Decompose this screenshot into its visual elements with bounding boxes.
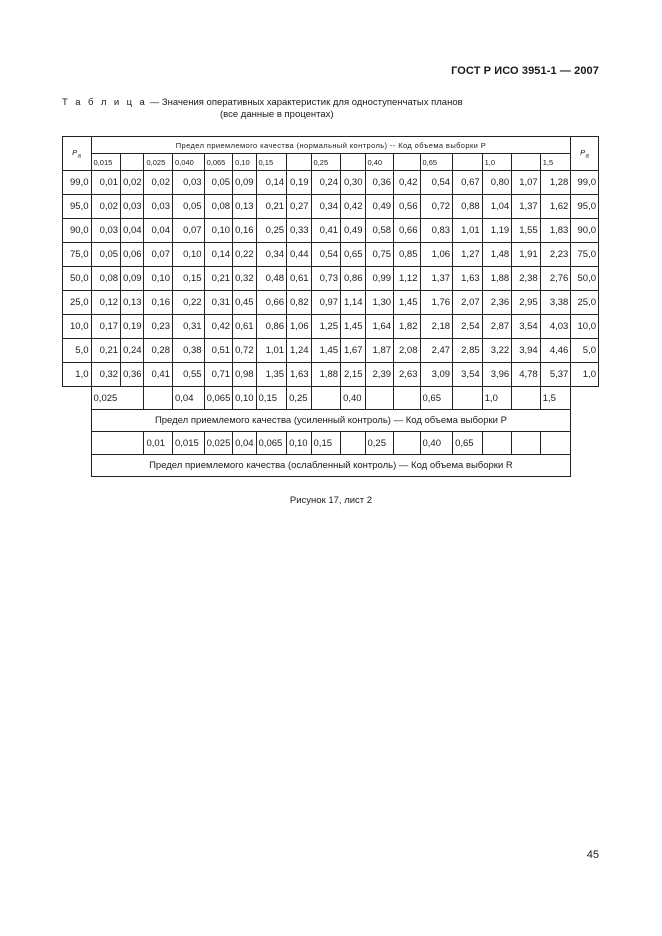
normal-aql-cell: 0,10	[233, 154, 256, 171]
value-cell: 3,38	[540, 291, 571, 315]
value-cell: 0,48	[256, 267, 287, 291]
aql-cell: 0,065	[256, 432, 287, 455]
value-cell: 0,03	[121, 195, 144, 219]
value-cell: 0,02	[121, 171, 144, 195]
value-cell: 2,47	[420, 339, 453, 363]
value-cell: 0,19	[121, 315, 144, 339]
value-cell: 3,54	[453, 363, 483, 387]
value-cell: 1,55	[512, 219, 541, 243]
normal-aql-cell: 0,025	[144, 154, 173, 171]
aql-cell: 0,01	[144, 432, 173, 455]
spacer	[571, 455, 599, 477]
value-cell: 0,15	[173, 267, 205, 291]
value-cell: 0,34	[311, 195, 341, 219]
pa-value-right: 5,0	[571, 339, 599, 363]
aql-cell: 0,04	[173, 387, 205, 410]
value-cell: 2,87	[482, 315, 512, 339]
value-cell: 0,21	[256, 195, 287, 219]
value-cell: 3,54	[512, 315, 541, 339]
table-row	[63, 339, 599, 363]
aql-cell	[365, 387, 394, 410]
value-cell: 0,21	[204, 267, 233, 291]
value-cell: 2,15	[341, 363, 365, 387]
table-caption	[62, 97, 532, 121]
value-cell: 2,07	[453, 291, 483, 315]
spacer	[63, 455, 92, 477]
value-cell: 0,07	[173, 219, 205, 243]
value-cell: 5,37	[540, 363, 571, 387]
value-cell: 2,95	[512, 291, 541, 315]
normal-aql-cell: 0,40	[365, 154, 394, 171]
value-cell: 0,56	[394, 195, 420, 219]
value-cell: 0,86	[341, 267, 365, 291]
value-cell: 0,13	[121, 291, 144, 315]
aql-cell: 1,0	[482, 387, 512, 410]
value-cell: 1,24	[287, 339, 311, 363]
value-cell: 0,72	[233, 339, 256, 363]
pa-value: 10,0	[63, 315, 92, 339]
value-cell: 0,03	[144, 195, 173, 219]
value-cell: 1,63	[453, 267, 483, 291]
value-cell: 1,19	[482, 219, 512, 243]
value-cell: 0,13	[233, 195, 256, 219]
value-cell: 0,55	[173, 363, 205, 387]
caption-label: Т а б л и ц а	[62, 97, 148, 108]
value-cell: 1,88	[311, 363, 341, 387]
value-cell: 2,85	[453, 339, 483, 363]
aql-cell	[144, 387, 173, 410]
aql-cell: 0,065	[204, 387, 233, 410]
table-row	[63, 363, 599, 387]
value-cell: 1,06	[287, 315, 311, 339]
normal-aql-cell	[341, 154, 365, 171]
aql-cell	[482, 432, 512, 455]
value-cell: 3,09	[420, 363, 453, 387]
aql-cell	[311, 387, 341, 410]
value-cell: 2,38	[512, 267, 541, 291]
value-cell: 0,08	[204, 195, 233, 219]
tightened-label-row	[63, 410, 599, 432]
value-cell: 2,76	[540, 267, 571, 291]
normal-aql-cell	[121, 154, 144, 171]
normal-aql-cell: 0,25	[311, 154, 341, 171]
value-cell: 0,19	[287, 171, 311, 195]
pa-value-right: 50,0	[571, 267, 599, 291]
value-cell: 0,10	[204, 219, 233, 243]
value-cell: 0,49	[341, 219, 365, 243]
value-cell: 0,45	[233, 291, 256, 315]
value-cell: 1,35	[256, 363, 287, 387]
value-cell: 0,86	[256, 315, 287, 339]
spacer	[63, 432, 92, 455]
value-cell: 1,76	[420, 291, 453, 315]
normal-aql-cell: 0,15	[256, 154, 287, 171]
value-cell: 0,03	[173, 171, 205, 195]
value-cell: 1,12	[394, 267, 420, 291]
pa-value: 5,0	[63, 339, 92, 363]
value-cell: 0,28	[144, 339, 173, 363]
value-cell: 0,82	[287, 291, 311, 315]
value-cell: 0,42	[204, 315, 233, 339]
value-cell: 0,05	[91, 243, 121, 267]
pa-header-left: $P_a$	[63, 137, 92, 171]
value-cell: 1,45	[394, 291, 420, 315]
normal-aql-cell: 0,015	[91, 154, 121, 171]
value-cell: 0,41	[144, 363, 173, 387]
value-cell: 0,38	[173, 339, 205, 363]
value-cell: 0,05	[204, 171, 233, 195]
value-cell: 1,14	[341, 291, 365, 315]
value-cell: 0,07	[144, 243, 173, 267]
aql-cell: 0,65	[420, 387, 453, 410]
figure-caption: Рисунок 17, лист 2	[289, 495, 373, 506]
value-cell: 0,14	[204, 243, 233, 267]
value-cell: 0,16	[233, 219, 256, 243]
pa-value-right: 99,0	[571, 171, 599, 195]
pa-value-right: 95,0	[571, 195, 599, 219]
value-cell: 0,61	[287, 267, 311, 291]
value-cell: 1,01	[453, 219, 483, 243]
value-cell: 1,37	[420, 267, 453, 291]
spacer	[571, 387, 599, 410]
pa-value: 75,0	[63, 243, 92, 267]
pa-value: 1,0	[63, 363, 92, 387]
value-cell: 0,04	[121, 219, 144, 243]
value-cell: 0,33	[287, 219, 311, 243]
oc-values-table	[62, 136, 599, 477]
value-cell: 0,88	[453, 195, 483, 219]
value-cell: 4,78	[512, 363, 541, 387]
spacer	[571, 432, 599, 455]
table-row	[63, 315, 599, 339]
table-row	[63, 171, 599, 195]
value-cell: 0,32	[91, 363, 121, 387]
value-cell: 1,28	[540, 171, 571, 195]
aql-cell: 0,015	[173, 432, 205, 455]
value-cell: 0,22	[233, 243, 256, 267]
value-cell: 0,05	[173, 195, 205, 219]
value-cell: 0,34	[256, 243, 287, 267]
table-row	[63, 195, 599, 219]
value-cell: 1,30	[365, 291, 394, 315]
value-cell: 2,39	[365, 363, 394, 387]
value-cell: 0,23	[144, 315, 173, 339]
value-cell: 0,65	[341, 243, 365, 267]
value-cell: 0,14	[256, 171, 287, 195]
value-cell: 2,54	[453, 315, 483, 339]
table-row	[63, 243, 599, 267]
caption-text: Значения оперативных характеристик для одноступенчатых планов	[161, 97, 463, 108]
aql-cell: 0,15	[256, 387, 287, 410]
reduced-label-row	[63, 455, 599, 477]
caption-note: (все данные в процентах)	[220, 109, 334, 120]
value-cell: 0,24	[311, 171, 341, 195]
value-cell: 0,31	[173, 315, 205, 339]
aql-cell	[512, 387, 541, 410]
value-cell: 1,83	[540, 219, 571, 243]
value-cell: 2,08	[394, 339, 420, 363]
aql-cell: 0,40	[420, 432, 453, 455]
value-cell: 3,96	[482, 363, 512, 387]
value-cell: 0,42	[341, 195, 365, 219]
value-cell: 0,61	[233, 315, 256, 339]
normal-aql-cell: 0,065	[204, 154, 233, 171]
aql-cell	[394, 387, 420, 410]
value-cell: 3,94	[512, 339, 541, 363]
value-cell: 0,02	[144, 171, 173, 195]
value-cell: 0,58	[365, 219, 394, 243]
value-cell: 0,09	[233, 171, 256, 195]
pa-value: 99,0	[63, 171, 92, 195]
value-cell: 0,25	[256, 219, 287, 243]
value-cell: 1,25	[311, 315, 341, 339]
aql-cell: 0,15	[311, 432, 341, 455]
value-cell: 0,97	[311, 291, 341, 315]
value-cell: 0,31	[204, 291, 233, 315]
aql-cell: 0,10	[233, 387, 256, 410]
table-row	[63, 267, 599, 291]
pa-value: 25,0	[63, 291, 92, 315]
value-cell: 0,51	[204, 339, 233, 363]
value-cell: 1,06	[420, 243, 453, 267]
value-cell: 0,32	[233, 267, 256, 291]
document-header: ГОСТ Р ИСО 3951-1 — 2007	[451, 65, 599, 77]
value-cell: 1,48	[482, 243, 512, 267]
value-cell: 0,10	[173, 243, 205, 267]
normal-aql-cell: 1,5	[540, 154, 571, 171]
value-cell: 0,66	[256, 291, 287, 315]
normal-aql-cell	[512, 154, 541, 171]
normal-aql-cell	[287, 154, 311, 171]
normal-aql-cell: 1,0	[482, 154, 512, 171]
aql-cell	[394, 432, 420, 455]
value-cell: 2,63	[394, 363, 420, 387]
value-cell: 0,41	[311, 219, 341, 243]
aql-cell: 0,025	[91, 387, 144, 410]
aql-cell: 0,25	[365, 432, 394, 455]
value-cell: 0,54	[311, 243, 341, 267]
value-cell: 1,45	[341, 315, 365, 339]
normal-aql-cell: 0,040	[173, 154, 205, 171]
value-cell: 2,18	[420, 315, 453, 339]
pa-value-right: 75,0	[571, 243, 599, 267]
value-cell: 0,83	[420, 219, 453, 243]
table-row	[63, 291, 599, 315]
value-cell: 0,09	[121, 267, 144, 291]
pa-header-right: $P_a$	[571, 137, 599, 171]
value-cell: 0,30	[341, 171, 365, 195]
normal-aql-cell: 0,65	[420, 154, 453, 171]
pa-value-right: 1,0	[571, 363, 599, 387]
value-cell: 0,54	[420, 171, 453, 195]
value-cell: 4,03	[540, 315, 571, 339]
value-cell: 1,63	[287, 363, 311, 387]
normal-aql-row	[63, 154, 599, 171]
value-cell: 0,73	[311, 267, 341, 291]
pa-value: 50,0	[63, 267, 92, 291]
value-cell: 0,42	[394, 171, 420, 195]
value-cell: 0,98	[233, 363, 256, 387]
value-cell: 0,24	[121, 339, 144, 363]
value-cell: 0,85	[394, 243, 420, 267]
value-cell: 0,01	[91, 171, 121, 195]
normal-inspection-header: Предел приемлемого качества (нормальный контроль) -- Код объема выборки P	[91, 137, 571, 154]
value-cell: 0,44	[287, 243, 311, 267]
aql-cell: 0,025	[204, 432, 233, 455]
value-cell: 0,80	[482, 171, 512, 195]
aql-cell	[540, 432, 571, 455]
value-cell: 1,01	[256, 339, 287, 363]
value-cell: 0,36	[121, 363, 144, 387]
pa-value: 95,0	[63, 195, 92, 219]
value-cell: 0,21	[91, 339, 121, 363]
value-cell: 0,06	[121, 243, 144, 267]
value-cell: 0,72	[420, 195, 453, 219]
value-cell: 1,07	[512, 171, 541, 195]
page-number: 45	[586, 849, 599, 861]
value-cell: 2,36	[482, 291, 512, 315]
value-cell: 1,82	[394, 315, 420, 339]
reduced-aql-row	[63, 432, 599, 455]
value-cell: 0,22	[173, 291, 205, 315]
inspection-label: Предел приемлемого качества (усиленный контроль) — Код объема выборки P	[91, 410, 571, 432]
pa-value-right: 90,0	[571, 219, 599, 243]
value-cell: 1,45	[311, 339, 341, 363]
pa-value-right: 10,0	[571, 315, 599, 339]
aql-cell: 1,5	[540, 387, 571, 410]
value-cell: 1,87	[365, 339, 394, 363]
aql-cell	[453, 387, 483, 410]
pa-value-right: 25,0	[571, 291, 599, 315]
aql-cell: 0,04	[233, 432, 256, 455]
table-row	[63, 219, 599, 243]
value-cell: 0,75	[365, 243, 394, 267]
spacer	[63, 410, 92, 432]
tightened-aql-row	[63, 387, 599, 410]
inspection-label: Предел приемлемого качества (ослабленный контроль) — Код объема выборки R	[91, 455, 571, 477]
aql-cell	[512, 432, 541, 455]
caption-dash: —	[147, 97, 162, 108]
value-cell: 0,04	[144, 219, 173, 243]
value-cell: 1,37	[512, 195, 541, 219]
value-cell: 0,67	[453, 171, 483, 195]
value-cell: 0,36	[365, 171, 394, 195]
aql-cell: 0,40	[341, 387, 365, 410]
value-cell: 0,27	[287, 195, 311, 219]
value-cell: 0,08	[91, 267, 121, 291]
value-cell: 1,64	[365, 315, 394, 339]
value-cell: 0,99	[365, 267, 394, 291]
value-cell: 1,62	[540, 195, 571, 219]
normal-aql-cell	[394, 154, 420, 171]
value-cell: 0,71	[204, 363, 233, 387]
aql-cell	[341, 432, 365, 455]
normal-aql-cell	[453, 154, 483, 171]
value-cell: 2,23	[540, 243, 571, 267]
spacer	[63, 387, 92, 410]
aql-cell: 0,10	[287, 432, 311, 455]
value-cell: 0,16	[144, 291, 173, 315]
aql-cell: 0,65	[453, 432, 483, 455]
value-cell: 0,17	[91, 315, 121, 339]
value-cell: 0,12	[91, 291, 121, 315]
value-cell: 0,02	[91, 195, 121, 219]
value-cell: 1,67	[341, 339, 365, 363]
value-cell: 0,03	[91, 219, 121, 243]
value-cell: 1,27	[453, 243, 483, 267]
value-cell: 4,46	[540, 339, 571, 363]
value-cell: 0,49	[365, 195, 394, 219]
aql-cell: 0,25	[287, 387, 311, 410]
value-cell: 1,88	[482, 267, 512, 291]
value-cell: 3,22	[482, 339, 512, 363]
value-cell: 1,04	[482, 195, 512, 219]
aql-cell	[91, 432, 144, 455]
value-cell: 1,91	[512, 243, 541, 267]
pa-value: 90,0	[63, 219, 92, 243]
spacer	[571, 410, 599, 432]
value-cell: 0,10	[144, 267, 173, 291]
value-cell: 0,66	[394, 219, 420, 243]
